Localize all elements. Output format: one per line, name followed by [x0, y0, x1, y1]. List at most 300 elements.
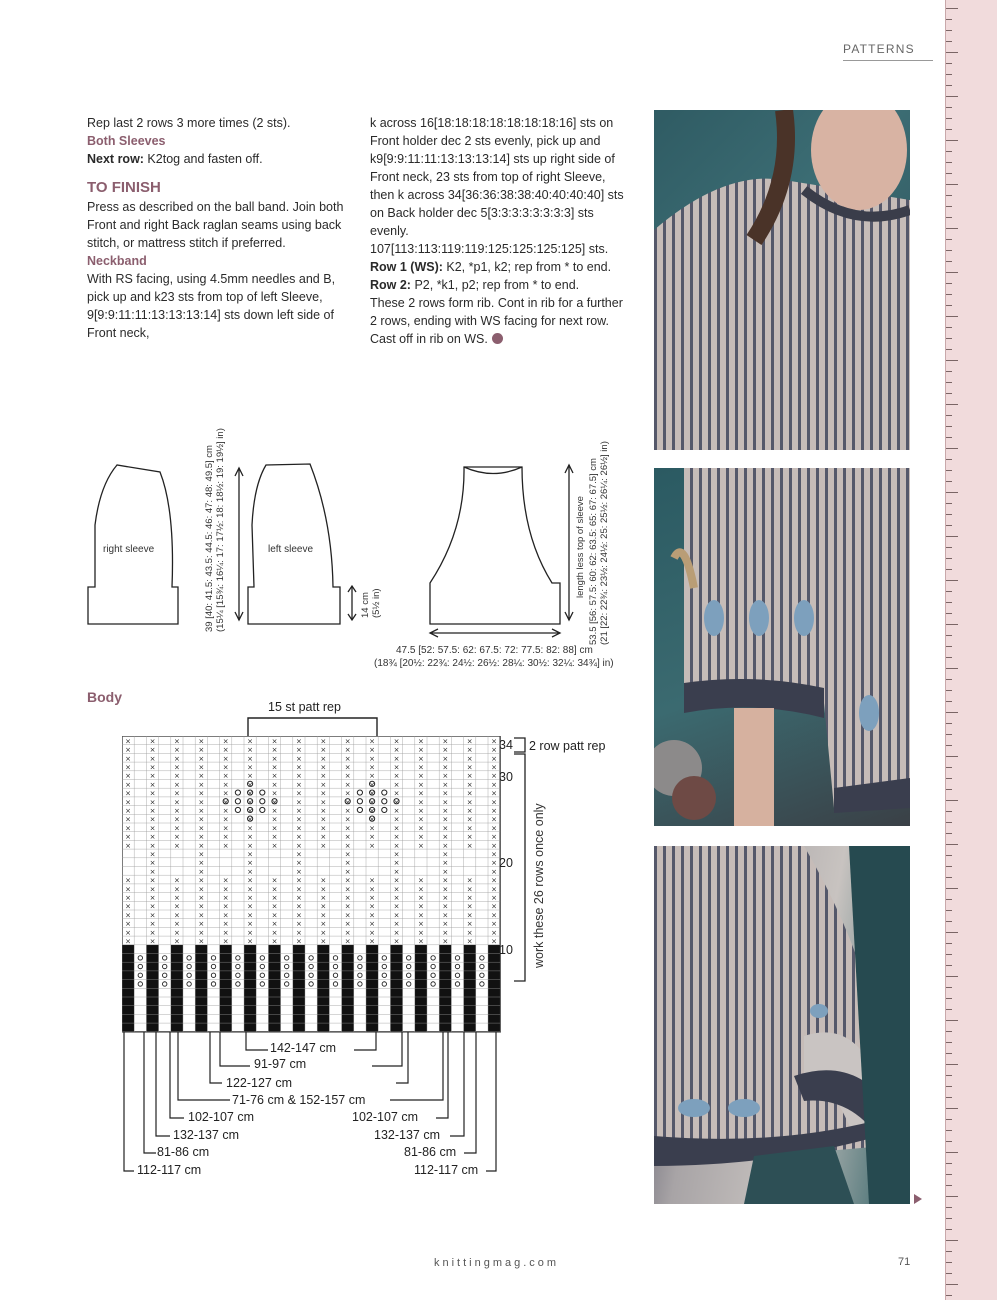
chart-cross-symbol: × — [198, 841, 205, 850]
chart-cross-symbol: × — [393, 780, 400, 789]
instruction-row-1 — [370, 258, 625, 276]
row-brackets — [513, 736, 529, 986]
chart-cross-symbol: × — [417, 763, 424, 772]
ruler-tick — [946, 910, 952, 911]
chart-cross-symbol: × — [247, 833, 254, 842]
chart-cross-symbol: × — [295, 841, 302, 850]
chart-cross-symbol: × — [320, 763, 327, 772]
ruler-tick — [946, 1031, 952, 1032]
chart-cross-symbol: × — [125, 815, 132, 824]
ruler-tick — [946, 1119, 952, 1120]
chart-cross-symbol: × — [369, 746, 376, 755]
page-edge-ruler — [945, 0, 997, 1300]
ruler-tick — [946, 1262, 952, 1263]
chart-cross-symbol: × — [149, 815, 156, 824]
chart-cross-symbol: × — [247, 841, 254, 850]
chart-cross-symbol: × — [125, 789, 132, 798]
row-label: Next row: — [87, 152, 144, 166]
chart-cross-symbol: × — [417, 893, 424, 902]
chart-cross-symbol: × — [466, 754, 473, 763]
chart-cross-symbol: × — [417, 911, 424, 920]
chart-cross-symbol: × — [271, 815, 278, 824]
chart-cross-symbol: × — [442, 780, 449, 789]
chart-cross-symbol: × — [417, 937, 424, 946]
chart-cross-symbol: × — [125, 902, 132, 911]
chart-cross-symbol: × — [295, 815, 302, 824]
size-label: 132-137 cm — [173, 1128, 240, 1142]
chart-cross-symbol: × — [344, 798, 351, 807]
ruler-tick — [946, 195, 952, 196]
instruction-paragraph: k across 16[18:18:18:18:18:18:18:16] sts on Front holder dec 2 sts evenly, pick up and k9[9:9:11:11:13:13:13:14] sts up right side of Front neck, 23 sts from top of right Sleeve, then k across 34[36:36:38:38:40:40:40:40] sts on Back holder dec 5[3:3:3:3:3:3:3:3] sts evenly. 107[113:113:119:119:125:125:125:125] sts. — [370, 116, 624, 256]
cuff-in: (5½ in) — [371, 588, 382, 618]
chart-cross-symbol: × — [491, 902, 498, 911]
chart-cross-symbol: × — [295, 920, 302, 929]
chart-cross-symbol: × — [491, 867, 498, 876]
chart-cross-symbol: × — [247, 902, 254, 911]
row-number-20: 20 — [499, 856, 513, 870]
ruler-tick — [946, 613, 952, 614]
section-label: PATTERNS — [843, 42, 915, 56]
chart-cross-symbol: × — [173, 833, 180, 842]
chart-cross-symbol: × — [271, 841, 278, 850]
chart-cross-symbol: × — [491, 833, 498, 842]
size-label: 102-107 cm — [188, 1110, 255, 1124]
chart-cross-symbol: × — [295, 859, 302, 868]
chart-cross-symbol: × — [173, 746, 180, 755]
chart-cross-symbol: × — [247, 920, 254, 929]
chart-cross-symbol: × — [149, 763, 156, 772]
chart-cross-symbol: × — [149, 850, 156, 859]
chart-cross-symbol: × — [198, 920, 205, 929]
chart-cross-symbol: × — [320, 928, 327, 937]
chart-cross-symbol: × — [125, 893, 132, 902]
chart-cross-symbol: × — [320, 920, 327, 929]
chart-cross-symbol: × — [247, 824, 254, 833]
chart-cross-symbol: × — [466, 833, 473, 842]
chart-cross-symbol: × — [198, 815, 205, 824]
chart-cross-symbol: × — [295, 833, 302, 842]
chart-cross-symbol: × — [247, 789, 254, 798]
ruler-tick — [946, 701, 952, 702]
chart-cross-symbol: × — [198, 902, 205, 911]
chart-cross-symbol: × — [125, 841, 132, 850]
chart-cross-symbol: × — [417, 772, 424, 781]
chart-cross-symbol: × — [417, 737, 424, 746]
chart-cross-symbol: × — [442, 841, 449, 850]
ruler-tick — [946, 1075, 952, 1076]
ruler-tick — [946, 888, 958, 889]
chart-cross-symbol: × — [369, 841, 376, 850]
ruler-tick — [946, 206, 952, 207]
ruler-tick — [946, 987, 952, 988]
instruction-paragraph: With RS facing, using 4.5mm needles and B, pick up and k23 sts from top of left Sleeve, 9[9:9:11:11:13:13:13:14] sts down left side of Front neck, — [87, 272, 336, 340]
chart-cross-symbol: × — [442, 867, 449, 876]
chart-cross-symbol: × — [173, 911, 180, 920]
chart-cross-symbol: × — [491, 928, 498, 937]
chart-cross-symbol: × — [295, 911, 302, 920]
chart-cross-symbol: × — [173, 789, 180, 798]
chart-cross-symbol: × — [466, 824, 473, 833]
chart-cross-symbol: × — [125, 824, 132, 833]
chart-cross-symbol: × — [442, 850, 449, 859]
row-text: K2tog and fasten off. — [143, 152, 263, 166]
chart-cross-symbol: × — [222, 824, 229, 833]
chart-cross-symbol: × — [149, 928, 156, 937]
chart-cross-symbol: × — [417, 920, 424, 929]
ruler-tick — [946, 1284, 958, 1285]
ruler-tick — [946, 899, 952, 900]
chart-cross-symbol: × — [320, 876, 327, 885]
ruler-tick — [946, 954, 952, 955]
chart-cross-symbol: × — [344, 928, 351, 937]
chart-cross-symbol: × — [393, 798, 400, 807]
ruler-tick — [946, 756, 958, 757]
chart-cross-symbol: × — [149, 798, 156, 807]
instruction-paragraph: Rep last 2 rows 3 more times (2 sts). — [87, 116, 291, 130]
chart-cross-symbol: × — [125, 806, 132, 815]
ruler-tick — [946, 767, 952, 768]
chart-cross-symbol: × — [466, 806, 473, 815]
chart-cross-symbol: × — [271, 902, 278, 911]
chart-cross-symbol: × — [173, 815, 180, 824]
chart-cross-symbol: × — [271, 920, 278, 929]
chart-cross-symbol: × — [295, 798, 302, 807]
chart-cross-symbol: × — [320, 754, 327, 763]
chart-cross-symbol: × — [198, 780, 205, 789]
chart-cross-symbol: × — [320, 841, 327, 850]
chart-cross-symbol: × — [149, 772, 156, 781]
chart-cross-symbol: × — [295, 867, 302, 876]
chart-cross-symbol: × — [222, 780, 229, 789]
chart-cross-symbol: × — [466, 885, 473, 894]
chart-cross-symbol: × — [344, 780, 351, 789]
chart-cross-symbol: × — [295, 937, 302, 946]
ruler-tick — [946, 1042, 952, 1043]
chart-cross-symbol: × — [149, 841, 156, 850]
chart-cross-symbol: × — [491, 920, 498, 929]
chart-cross-symbol: × — [393, 772, 400, 781]
ruler-tick — [946, 96, 958, 97]
chart-cross-symbol: × — [417, 833, 424, 842]
chart-cross-symbol: × — [320, 937, 327, 946]
chart-cross-symbol: × — [295, 850, 302, 859]
chart-cross-symbol: × — [295, 789, 302, 798]
chart-cross-symbol: × — [344, 824, 351, 833]
ruler-tick — [946, 679, 952, 680]
chart-cross-symbol: × — [173, 754, 180, 763]
chart-cross-symbol: × — [198, 911, 205, 920]
chart-cross-symbol: × — [369, 798, 376, 807]
ruler-tick — [946, 360, 958, 361]
chart-cross-symbol: × — [393, 850, 400, 859]
body-length-cm: 53.5 [56: 57.5: 60: 62: 63.5: 65: 67: 67.5] cm — [588, 458, 599, 645]
chart-cross-symbol: × — [442, 893, 449, 902]
chart-cross-symbol: × — [295, 780, 302, 789]
chart-cross-symbol: × — [393, 754, 400, 763]
ruler-tick — [946, 1174, 952, 1175]
chart-cross-symbol: × — [222, 841, 229, 850]
chart-cross-symbol: × — [417, 815, 424, 824]
chart-cross-symbol: × — [369, 772, 376, 781]
chart-cross-symbol: × — [247, 876, 254, 885]
chart-cross-symbol: × — [417, 746, 424, 755]
chart-cross-symbol: × — [491, 885, 498, 894]
chart-cross-symbol: × — [466, 911, 473, 920]
chart-cross-symbol: × — [295, 928, 302, 937]
chart-cross-symbol: × — [442, 763, 449, 772]
chart-cross-symbol: × — [442, 815, 449, 824]
size-label: 132-137 cm — [374, 1128, 441, 1142]
chart-cross-symbol: × — [320, 911, 327, 920]
ruler-tick — [946, 580, 958, 581]
chart-cross-symbol: × — [393, 789, 400, 798]
chart-cross-symbol: × — [393, 911, 400, 920]
ruler-tick — [946, 1251, 952, 1252]
chart-cross-symbol: × — [295, 902, 302, 911]
chart-cross-symbol: × — [222, 737, 229, 746]
chart-cross-symbol: × — [198, 772, 205, 781]
end-mark-icon — [492, 333, 503, 344]
chart-cross-symbol: × — [417, 885, 424, 894]
chart-cross-symbol: × — [271, 885, 278, 894]
chart-cross-symbol: × — [491, 876, 498, 885]
ruler-tick — [946, 1273, 952, 1274]
ruler-tick — [946, 734, 952, 735]
chart-cross-symbol: × — [320, 902, 327, 911]
chart-cross-symbol: × — [222, 893, 229, 902]
sleeve-length-label — [204, 417, 226, 632]
chart-cross-symbol: × — [344, 885, 351, 894]
ruler-tick — [946, 217, 952, 218]
chart-cross-symbol: × — [369, 737, 376, 746]
chart-cross-symbol: × — [442, 876, 449, 885]
ruler-tick — [946, 1196, 958, 1197]
ruler-tick — [946, 965, 952, 966]
chart-cross-symbol: × — [271, 763, 278, 772]
chart-cross-symbol: × — [320, 737, 327, 746]
chart-cross-symbol: × — [247, 763, 254, 772]
chart-cross-symbol: × — [393, 824, 400, 833]
ruler-tick — [946, 833, 952, 834]
ruler-tick — [946, 558, 952, 559]
chart-cross-symbol: × — [247, 780, 254, 789]
chart-cross-symbol: × — [344, 850, 351, 859]
ruler-tick — [946, 1053, 952, 1054]
chart-cross-symbol: × — [271, 772, 278, 781]
ruler-tick — [946, 437, 952, 438]
chart-cross-symbol: × — [369, 876, 376, 885]
page-number: 71 — [898, 1256, 911, 1268]
body-outline — [430, 467, 560, 624]
chart-cross-symbol: × — [491, 798, 498, 807]
chart-cross-symbol: × — [320, 815, 327, 824]
chart-cross-symbol: × — [344, 754, 351, 763]
chart-cross-symbol: × — [369, 937, 376, 946]
chart-cross-symbol: × — [393, 746, 400, 755]
chart-cross-symbol: × — [393, 867, 400, 876]
chart-cross-symbol: × — [198, 876, 205, 885]
footer-site: knittingmag.com — [434, 1257, 560, 1269]
chart-cross-symbol: × — [173, 806, 180, 815]
chart-cross-symbol: × — [198, 798, 205, 807]
chart-cross-symbol: × — [222, 920, 229, 929]
chart-cross-symbol: × — [393, 859, 400, 868]
ruler-tick — [946, 811, 952, 812]
chart-cross-symbol: × — [247, 859, 254, 868]
chart-cross-symbol: × — [491, 763, 498, 772]
chart-cross-symbol: × — [198, 746, 205, 755]
chart-cross-symbol: × — [466, 937, 473, 946]
ruler-tick — [946, 932, 958, 933]
chart-cross-symbol: × — [442, 806, 449, 815]
chart-cross-symbol: × — [222, 806, 229, 815]
subheading-both-sleeves: Both Sleeves — [87, 134, 166, 148]
chart-cross-symbol: × — [198, 789, 205, 798]
chart-cross-symbol: × — [466, 928, 473, 937]
chart-cross-symbol: × — [295, 772, 302, 781]
chart-cross-symbol: × — [198, 867, 205, 876]
chart-cross-symbol: × — [417, 806, 424, 815]
chart-cross-symbol: × — [417, 798, 424, 807]
size-label: 112-117 cm — [414, 1163, 479, 1177]
chart-cross-symbol: × — [320, 833, 327, 842]
chart-cross-symbol: × — [271, 780, 278, 789]
chart-cross-symbol: × — [344, 763, 351, 772]
ruler-tick — [946, 19, 952, 20]
ruler-tick — [946, 1130, 952, 1131]
chart-cross-symbol: × — [125, 798, 132, 807]
chart-cross-symbol: × — [344, 911, 351, 920]
ruler-tick — [946, 1207, 952, 1208]
subheading-neckband: Neckband — [87, 254, 147, 268]
chart-cross-symbol: × — [198, 824, 205, 833]
chart-cross-symbol: × — [271, 833, 278, 842]
chart-cross-symbol: × — [442, 737, 449, 746]
chart-cross-symbol: × — [149, 833, 156, 842]
chart-cross-symbol: × — [247, 737, 254, 746]
chart-cross-symbol: × — [393, 806, 400, 815]
chart-cross-symbol: × — [247, 746, 254, 755]
size-label: 71-76 cm & 152-157 cm — [232, 1093, 366, 1107]
chart-cross-symbol: × — [344, 737, 351, 746]
ruler-tick — [946, 635, 952, 636]
chart-cross-symbol: × — [173, 902, 180, 911]
chart-cross-symbol: × — [417, 780, 424, 789]
chart-cross-symbol: × — [247, 850, 254, 859]
ruler-tick — [946, 338, 952, 339]
ruler-tick — [946, 503, 952, 504]
chart-cross-symbol: × — [369, 902, 376, 911]
body-length-values — [588, 425, 610, 645]
chart-cross-symbol: × — [222, 815, 229, 824]
chart-cross-symbol: × — [271, 928, 278, 937]
chart-cross-symbol: × — [344, 902, 351, 911]
ruler-tick — [946, 492, 958, 493]
ruler-tick — [946, 1086, 952, 1087]
ruler-tick — [946, 1108, 958, 1109]
chart-cross-symbol: × — [466, 841, 473, 850]
row-text: P2, *k1, p2; rep from * to end. — [410, 278, 580, 292]
chart-cross-symbol: × — [466, 780, 473, 789]
chart-cross-symbol: × — [271, 737, 278, 746]
chart-cross-symbol: × — [149, 806, 156, 815]
chart-cross-symbol: × — [271, 789, 278, 798]
ruler-tick — [946, 8, 958, 9]
ruler-tick — [946, 591, 952, 592]
photo-sweater-hem — [654, 846, 910, 1204]
ruler-tick — [946, 602, 952, 603]
chart-cross-symbol: × — [247, 772, 254, 781]
chart-cross-symbol: × — [442, 789, 449, 798]
chart-cross-symbol: × — [222, 754, 229, 763]
ruler-tick — [946, 371, 952, 372]
chart-cross-symbol: × — [149, 754, 156, 763]
chart-cross-symbol: × — [369, 780, 376, 789]
chart-cross-symbol: × — [442, 772, 449, 781]
chart-cross-symbol: × — [344, 746, 351, 755]
instruction-next-row — [87, 150, 352, 168]
chart-cross-symbol: × — [369, 885, 376, 894]
chart-cross-symbol: × — [369, 763, 376, 772]
colourwork-chart — [122, 736, 502, 1036]
ruler-tick — [946, 877, 952, 878]
ruler-tick — [946, 349, 952, 350]
section-rule — [843, 60, 933, 61]
chart-cross-symbol: × — [149, 789, 156, 798]
chart-cross-symbol: × — [417, 789, 424, 798]
chart-cross-symbol: × — [442, 824, 449, 833]
chart-cross-symbol: × — [173, 798, 180, 807]
instruction-paragraph: Press as described on the ball band. Join both Front and right Back raglan seams using back stitch, or mattress stitch if preferred. — [87, 200, 344, 250]
chart-title: Body — [87, 689, 122, 705]
chart-cross-symbol: × — [344, 893, 351, 902]
ruler-tick — [946, 1240, 958, 1241]
chart-cross-symbol: × — [198, 754, 205, 763]
ruler-tick — [946, 1185, 952, 1186]
chart-cross-symbol: × — [320, 885, 327, 894]
heading-to-finish: TO FINISH — [87, 179, 161, 196]
size-label: 91-97 cm — [254, 1057, 307, 1071]
chart-cross-symbol: × — [149, 737, 156, 746]
chart-cross-symbol: × — [222, 911, 229, 920]
left-sleeve-label: left sleeve — [268, 544, 314, 555]
instruction-paragraph — [370, 330, 625, 348]
chart-cross-symbol: × — [125, 763, 132, 772]
chart-cross-symbol: × — [295, 746, 302, 755]
ruler-tick — [946, 382, 952, 383]
chart-cross-symbol: × — [149, 876, 156, 885]
chart-cross-symbol: × — [271, 937, 278, 946]
ruler-tick — [946, 789, 952, 790]
ruler-tick — [946, 657, 952, 658]
chart-cross-symbol: × — [344, 789, 351, 798]
ruler-tick — [946, 305, 952, 306]
chart-cross-symbol: × — [491, 754, 498, 763]
chart-cross-symbol: × — [198, 806, 205, 815]
ruler-tick — [946, 184, 958, 185]
instruction-row-2 — [370, 276, 625, 294]
size-label: 81-86 cm — [404, 1145, 457, 1159]
size-label: 142-147 cm — [270, 1041, 337, 1055]
chart-cross-symbol: × — [271, 876, 278, 885]
ruler-tick — [946, 800, 958, 801]
row-label: Row 2: — [370, 278, 411, 292]
chart-cross-symbol: × — [198, 859, 205, 868]
repeat-label: 15 st patt rep — [268, 700, 341, 714]
chart-cross-symbol: × — [491, 893, 498, 902]
ruler-tick — [946, 404, 958, 405]
cuff-label — [360, 578, 382, 618]
